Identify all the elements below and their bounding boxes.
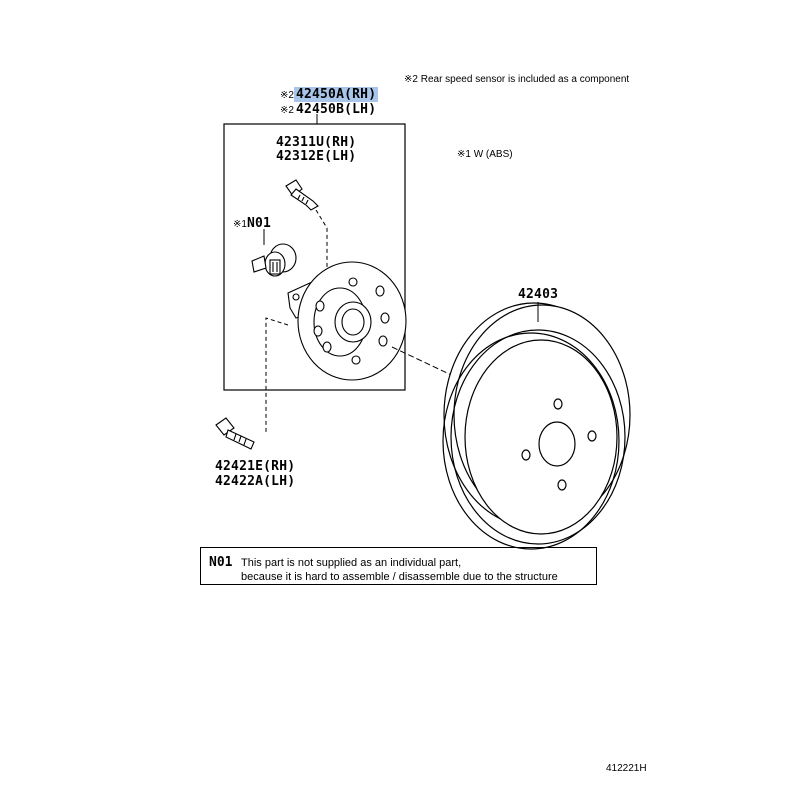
abs-note: ※1 W (ABS)	[457, 149, 513, 160]
footnote-box	[200, 547, 597, 585]
sensor-code[interactable]: N01	[246, 216, 272, 231]
assembly-rh-label[interactable]	[280, 86, 378, 102]
assembly-lh-label[interactable]	[280, 101, 376, 117]
hub-bearing-icon	[288, 262, 406, 380]
assembly-lh-prefix: ※2	[280, 105, 294, 116]
footnote-line-1: This part is not supplied as an individual part,	[241, 557, 462, 569]
mount-bolt-leader	[266, 318, 288, 432]
sensor-note: ※2 Rear speed sensor is included as a component	[404, 74, 630, 85]
hub-bolt-leader	[316, 210, 327, 268]
assembly-lh-part-number[interactable]: 42450B(LH)	[295, 102, 377, 117]
figure-id: 412221H	[606, 763, 647, 774]
footnote-code: N01	[209, 555, 233, 570]
footnote-line-2: because it is hard to assemble / disassemble due to the structure	[241, 571, 558, 583]
assembly-rh-prefix: ※2	[280, 90, 294, 101]
drum-part-number[interactable]: 42403	[518, 287, 559, 302]
mount-bolt-icon	[216, 418, 254, 449]
speed-sensor-icon	[252, 244, 296, 276]
sensor-prefix: ※1	[233, 219, 247, 230]
mount-bolt-lh-part-number[interactable]: 42422A(LH)	[215, 474, 296, 489]
hub-bolt-lh-part-number[interactable]: 42312E(LH)	[276, 149, 357, 164]
hub-bolt-rh-part-number[interactable]: 42311U(RH)	[276, 135, 357, 150]
sensor-label[interactable]	[233, 215, 271, 231]
brake-drum-icon	[443, 303, 630, 549]
assembly-rh-part-number[interactable]: 42450A(RH)	[295, 87, 377, 102]
hub-bolt-icon	[286, 180, 318, 210]
mount-bolt-rh-part-number[interactable]: 42421E(RH)	[215, 459, 296, 474]
